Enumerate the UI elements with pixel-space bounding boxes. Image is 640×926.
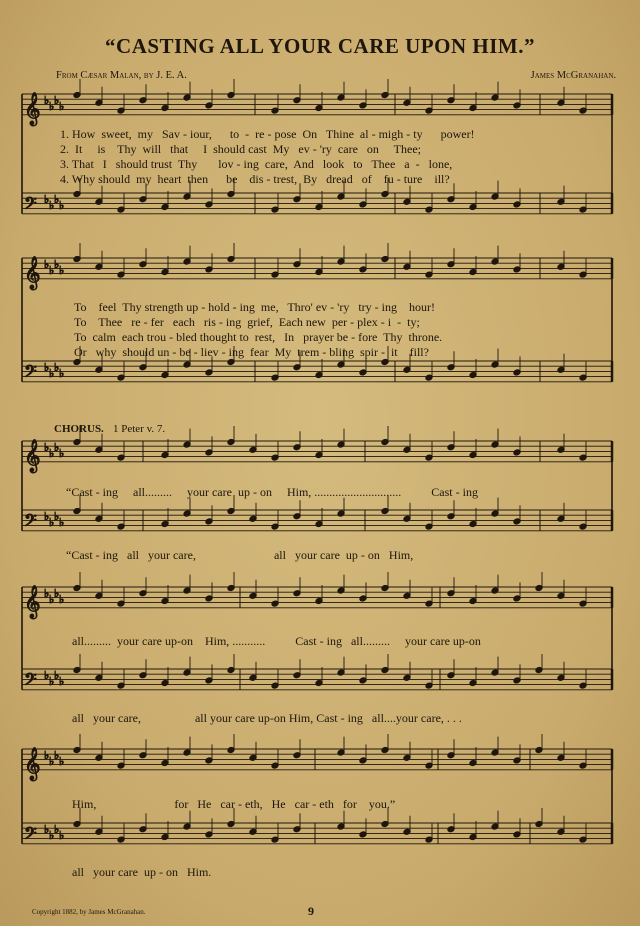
page-number: 9	[308, 904, 314, 918]
treble-clef-icon: 𝄞	[24, 438, 41, 472]
bass-clef-icon: 𝄢	[24, 668, 37, 693]
flat-icon: ♭	[49, 830, 55, 842]
bass-clef-icon: 𝄢	[24, 509, 37, 534]
hymn-title: “CASTING ALL YOUR CARE UPON HIM.”	[105, 34, 535, 58]
flat-icon: ♭	[59, 265, 65, 277]
treble-clef-icon: 𝄞	[24, 746, 41, 780]
flat-icon: ♭	[49, 676, 55, 688]
flat-icon: ♭	[44, 442, 50, 454]
flat-icon: ♭	[49, 594, 55, 606]
treble-clef-icon: 𝄞	[24, 91, 41, 125]
flat-icon: ♭	[59, 368, 65, 380]
chorus-lyric-s3-lower: “Cast - ing all your care, all your care up - on Him,	[66, 548, 414, 562]
flat-icon: ♭	[49, 101, 55, 113]
flat-icon: ♭	[59, 101, 65, 113]
flat-icon: ♭	[54, 511, 60, 523]
verse-4-line: 4. Why should my heart then be dis - trest, By dread of fu - ture ill?	[60, 172, 450, 186]
flat-icon: ♭	[59, 517, 65, 529]
chorus-lyric-s4-upper: all......... your care up-on Him, ........... Cast - ing all......... your care up-on	[72, 634, 481, 648]
verse-1-line: 1. How sweet, my Sav - iour, to - re - pose On Thine al - migh - ty power!	[60, 127, 475, 141]
flat-icon: ♭	[54, 259, 60, 271]
chorus-reference: 1 Peter v. 7.	[113, 423, 166, 435]
composer-credit: James McGranahan.	[530, 70, 616, 81]
flat-icon: ♭	[59, 594, 65, 606]
chorus-lyric-s5-upper: Him, for He car - eth, He car - eth for you.”	[72, 797, 396, 811]
flat-icon: ♭	[54, 670, 60, 682]
verse-3-line-cont: To calm each trou - bled thought to rest, In prayer be - fore Thy throne.	[74, 330, 443, 344]
flat-icon: ♭	[54, 194, 60, 206]
verse-3-line: 3. That I should trust Thy lov - ing care, And look to Thee a - lone,	[60, 157, 453, 171]
chorus-lyric-s5-lower: all your care up - on Him.	[72, 865, 212, 879]
flat-icon: ♭	[54, 824, 60, 836]
flat-icon: ♭	[44, 588, 50, 600]
flat-icon: ♭	[54, 442, 60, 454]
flat-icon: ♭	[44, 194, 50, 206]
flat-icon: ♭	[49, 200, 55, 212]
flat-icon: ♭	[54, 750, 60, 762]
flat-icon: ♭	[54, 95, 60, 107]
treble-clef-icon: 𝄞	[24, 255, 41, 289]
treble-clef-icon: 𝄞	[24, 584, 41, 618]
flat-icon: ♭	[59, 756, 65, 768]
bass-clef-icon: 𝄢	[24, 822, 37, 847]
flat-icon: ♭	[49, 517, 55, 529]
text-credit: From Cæsar Malan, by J. E. A.	[56, 70, 187, 81]
flat-icon: ♭	[44, 670, 50, 682]
verse-2-line-cont: To Thee re - fer each ris - ing grief, Each new per - plex - i - ty;	[74, 315, 420, 329]
flat-icon: ♭	[49, 756, 55, 768]
chorus-lyric-s3-upper: “Cast - ing all......... your care up - on Him, ............................. Cast - ing	[66, 485, 478, 499]
chorus-label: CHORUS.	[54, 423, 104, 435]
bass-clef-icon: 𝄢	[24, 360, 37, 385]
verse-4-line-cont: Or why should un - be - liev - ing fear My trem - bling spir - it fill?	[74, 345, 429, 359]
flat-icon: ♭	[44, 259, 50, 271]
flat-icon: ♭	[49, 448, 55, 460]
copyright-notice: Copyright 1882, by James McGranahan.	[32, 908, 146, 916]
flat-icon: ♭	[59, 448, 65, 460]
flat-icon: ♭	[44, 750, 50, 762]
bass-clef-icon: 𝄢	[24, 192, 37, 217]
flat-icon: ♭	[54, 362, 60, 374]
verse-1-line-cont: To feel Thy strength up - hold - ing me, Thro' ev - 'ry try - ing hour!	[74, 300, 435, 314]
flat-icon: ♭	[59, 200, 65, 212]
flat-icon: ♭	[59, 830, 65, 842]
flat-icon: ♭	[49, 265, 55, 277]
verse-2-line: 2. It is Thy will that I should cast My ev - 'ry care on Thee;	[60, 142, 421, 156]
flat-icon: ♭	[44, 362, 50, 374]
flat-icon: ♭	[44, 511, 50, 523]
chorus-lyric-s4-lower: all your care, all your care up-on Him, Cast - ing all....your care, . . .	[72, 711, 462, 725]
flat-icon: ♭	[54, 588, 60, 600]
flat-icon: ♭	[44, 95, 50, 107]
flat-icon: ♭	[59, 676, 65, 688]
flat-icon: ♭	[49, 368, 55, 380]
flat-icon: ♭	[44, 824, 50, 836]
